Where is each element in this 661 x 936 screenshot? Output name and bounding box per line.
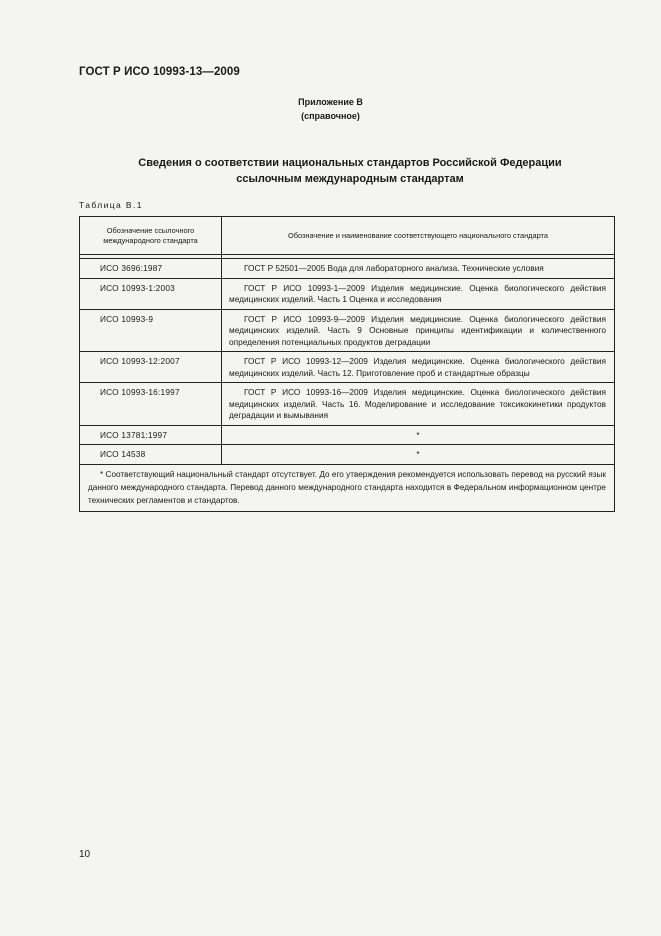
national-standard-text: ГОСТ Р ИСО 10993-1—2009 Изделия медицинские. Оценка биологического действия медицинских изделий. Часть 1 Оценка и исследования [229,282,606,304]
table-header-row [80,217,615,255]
national-standard-cell: * [222,445,615,465]
column-header-international: Обозначение ссылочного международного стандарта [80,217,222,255]
international-standard-cell: ИСО 10993-12:2007 [80,352,222,383]
national-standard-text: ГОСТ Р 52501—2005 Вода для лабораторного анализа. Технические условия [244,263,544,273]
international-standard-cell: ИСО 10993-9 [80,309,222,352]
national-standard-cell: * [222,425,615,445]
table-row [80,352,615,383]
national-standard-cell [222,352,615,383]
column-header-national: Обозначение и наименование соответствующего национального стандарта [222,217,615,255]
national-standard-text: ГОСТ Р ИСО 10993-16—2009 Изделия медицинские. Оценка биологического действия медицинских изделий. Часть 16. Моделирование и исследование токсикокинетики продуктов деградации и вымывания [229,387,606,420]
table-row [80,445,615,465]
document-header: ГОСТ Р ИСО 10993-13—2009 [79,66,240,78]
national-standard-cell [222,309,615,352]
international-standard-cell: ИСО 10993-1:2003 [80,278,222,309]
section-title [90,155,610,187]
national-standard-cell [222,278,615,309]
international-standard-cell: ИСО 10993-16:1997 [80,383,222,426]
table-row [80,383,615,426]
annex-status: (справочное) [301,111,360,121]
national-standard-text: ГОСТ Р ИСО 10993-12—2009 Изделия медицинские. Оценка биологического действия медицинских изделий. Часть 12. Приготовление проб и стандартные образцы [229,356,606,378]
national-standard-cell [222,259,615,279]
international-standard-cell: ИСО 13781:1997 [80,425,222,445]
section-title-line-1: Сведения о соответствии национальных стандартов Российской Федерации [138,157,562,169]
table-footnote [80,464,615,511]
table-row [80,309,615,352]
table-footnote-text: * Соответствующий национальный стандарт отсутствует. До его утверждения рекомендуется использовать перевод на русский язык данного международного стандарта. Перевод данного международного стандарта находится в Федеральном информационном центре технических регламентов и стандартов. [88,469,606,505]
table-row [80,425,615,445]
international-standard-cell: ИСО 3696:1987 [80,259,222,279]
annex-heading [0,95,661,123]
section-title-line-2: ссылочным международным стандартам [236,173,464,185]
correspondence-table [79,216,615,512]
table-row [80,259,615,279]
national-standard-cell [222,383,615,426]
national-standard-text: ГОСТ Р ИСО 10993-9—2009 Изделия медицинские. Оценка биологического действия медицинских изделий. Часть 9 Основные принципы идентификации и количественного определения потенциальных продуктов деградации [229,313,606,347]
table-caption: Таблица В.1 [79,200,143,210]
page-number: 10 [79,849,91,860]
table-row [80,278,615,309]
international-standard-cell: ИСО 14538 [80,445,222,465]
table-footnote-row [80,464,615,511]
annex-title: Приложение В [298,97,363,107]
